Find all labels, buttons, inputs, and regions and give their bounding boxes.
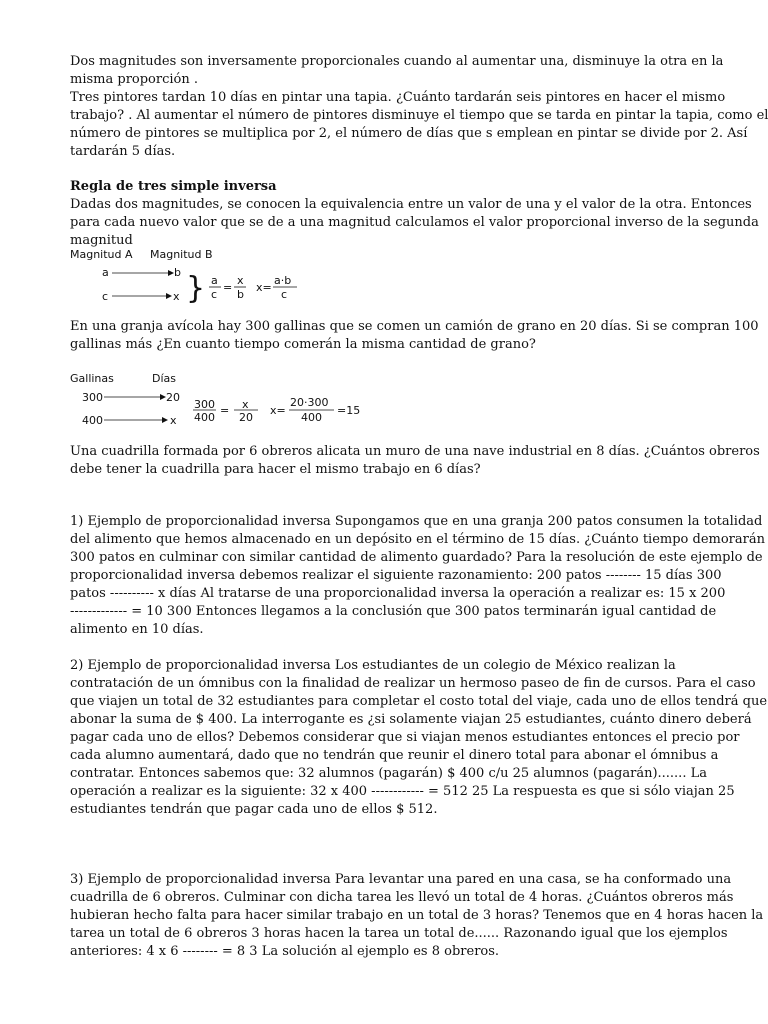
text-line: trabajo? . Al aumentar el número de pintores disminuye el tiempo que se tarda en pintar la tapia, como el xyxy=(70,108,768,123)
text-line: contratar. Entonces sabemos que: 32 alumnos (pagarán) $ 400 c/u 25 alumnos (pagarán)....... La xyxy=(70,766,707,781)
text-line: 300 patos en culminar con similar cantidad de alimento guardado? Para la resolución de este ejemplo de xyxy=(70,550,763,565)
dias-label: Días xyxy=(152,372,176,385)
text-line: ------------- = 10 300 Entonces llegamos a la conclusión que 300 patos terminarán igual cantidad de xyxy=(70,604,717,619)
text-line: Tres pintores tardan 10 días en pintar una tapia. ¿Cuánto tardarán seis pintores en hacer el mismo xyxy=(70,90,726,105)
frac-c: c xyxy=(211,288,218,301)
text-line: 1) Ejemplo de proporcionalidad inversa Supongamos que en una granja 200 patos consumen la totalidad xyxy=(70,514,763,529)
text-line: gallinas más ¿En cuanto tiempo comerán la misma cantidad de grano? xyxy=(70,337,536,352)
frac-a: a xyxy=(211,274,218,287)
f3-den: 400 xyxy=(301,411,322,424)
text-line: abonar la suma de $ 400. La interrogante es ¿si solamente viajan 25 estudiantes, cuánto dinero deberá xyxy=(70,712,752,727)
row1-right: 20 xyxy=(166,391,180,404)
text-line: estudiantes tendrán que pagar cada uno de ellos $ 512. xyxy=(70,802,438,817)
f1-den: 400 xyxy=(194,411,215,424)
text-line: Dos magnitudes son inversamente proporcionales cuando al aumentar una, disminuye la otra en la xyxy=(70,54,724,69)
text-line: hubieran hecho falta para hacer similar trabajo en un total de 3 horas? Tenemos que en 4 horas hacen la xyxy=(70,908,764,923)
frac-b: b xyxy=(237,288,244,301)
text-line: anteriores: 4 x 6 -------- = 8 3 La solución al ejemplo es 8 obreros. xyxy=(70,944,500,959)
text-line: 2) Ejemplo de proporcionalidad inversa Los estudiantes de un colegio de México realizan la xyxy=(70,658,676,673)
value-x: x xyxy=(173,290,180,303)
rule-section xyxy=(70,178,759,250)
x-equals: x= xyxy=(256,281,272,294)
text-line: proporcionalidad inversa debemos realizar el siguiente razonamiento: 200 patos -------- 15 días 300 xyxy=(70,568,722,583)
f3-num: 20·300 xyxy=(290,396,329,409)
value-c: c xyxy=(102,290,109,303)
x-equals: x= xyxy=(270,404,286,417)
row1-left: 300 xyxy=(82,391,103,404)
f1-num: 300 xyxy=(194,398,215,411)
problem-2 xyxy=(70,443,760,479)
text-line: para cada nuevo valor que se de a una magnitud calculamos el valor proporcional inverso de la segunda xyxy=(70,215,759,230)
text-line: 3) Ejemplo de proporcionalidad inversa Para levantar una pared en una casa, se ha conformado una xyxy=(70,872,732,887)
intro-paragraph xyxy=(70,53,768,161)
equals-sign: = xyxy=(223,281,233,294)
text-line: debe tener la cuadrilla para hacer el mismo trabajo en 6 días? xyxy=(70,462,481,477)
text-line: magnitud xyxy=(70,233,133,248)
result: =15 xyxy=(337,404,361,417)
text-line: Una cuadrilla formada por 6 obreros alicata un muro de una nave industrial en 8 días. ¿Cuántos obreros xyxy=(70,444,760,459)
brace-icon: } xyxy=(186,271,206,306)
row2-left: 400 xyxy=(82,414,103,427)
magnitude-a-label: Magnitud A xyxy=(70,248,133,261)
text-line: misma proporción . xyxy=(70,72,198,87)
f2-num: x xyxy=(242,398,249,411)
example-1 xyxy=(70,513,765,639)
arrow-head xyxy=(166,293,172,299)
row2-right: x xyxy=(170,414,177,427)
example-2 xyxy=(70,657,768,819)
text-line: que viajen un total de 32 estudiantes para completar el costo total del viaje, cada uno de ellos tendrá que xyxy=(70,694,768,709)
arrow-head xyxy=(162,417,168,423)
example-3 xyxy=(70,871,764,961)
text-line: contratación de un ómnibus con la finalidad de realizar un hermoso paseo de fin de cursos. Para el caso xyxy=(70,676,756,691)
frac-x: x xyxy=(237,274,244,287)
problem-1 xyxy=(70,318,759,354)
text-line: cuadrilla de 6 obreros. Culminar con dicha tarea les llevó un total de 4 horas. ¿Cuántos obreros más xyxy=(70,890,734,905)
rule-diagram xyxy=(70,244,330,306)
text-line: alimento en 10 días. xyxy=(70,622,204,637)
text-line: número de pintores se multiplica por 2, el número de días que s emplean en pintar se divide por 2. Así xyxy=(70,126,748,141)
text-line: En una granja avícola hay 300 gallinas que se comen un camión de grano en 20 días. Si se compran 100 xyxy=(70,319,759,334)
text-line: tarea un total de 6 obreros 3 horas hacen la tarea un total de...... Razonando igual que los ejemplos xyxy=(70,926,728,941)
value-a: a xyxy=(102,266,109,279)
granja-diagram xyxy=(70,368,370,430)
f2-den: 20 xyxy=(239,411,253,424)
frac-ab: a·b xyxy=(274,274,292,287)
section-heading: Regla de tres simple inversa xyxy=(70,179,277,194)
text-line: pagar cada uno de ellos? Debemos considerar que si viajan menos estudiantes entonces el precio por xyxy=(70,730,740,745)
text-line: cada alumno aumentará, dado que no tendrán que reunir el dinero total para abonar el ómnibus a xyxy=(70,748,719,763)
magnitude-b-label: Magnitud B xyxy=(150,248,213,261)
equals-sign: = xyxy=(220,404,230,417)
value-b: b xyxy=(174,266,181,279)
text-line: del alimento que hemos almacenado en un depósito en el término de 15 días. ¿Cuánto tiempo demorarán xyxy=(70,532,765,547)
text-line: tardarán 5 días. xyxy=(70,144,176,159)
text-line: operación a realizar es la siguiente: 32 x 400 ------------ = 512 25 La respuesta es que si sólo viajan 25 xyxy=(70,784,735,799)
frac-c2: c xyxy=(281,288,288,301)
text-line: patos ---------- x días Al tratarse de una proporcionalidad inversa la operación a realizar es: 15 x 200 xyxy=(70,586,726,601)
gallinas-label: Gallinas xyxy=(70,372,114,385)
text-line: Dadas dos magnitudes, se conocen la equivalencia entre un valor de una y el valor de la otra. Entonces xyxy=(70,197,752,212)
